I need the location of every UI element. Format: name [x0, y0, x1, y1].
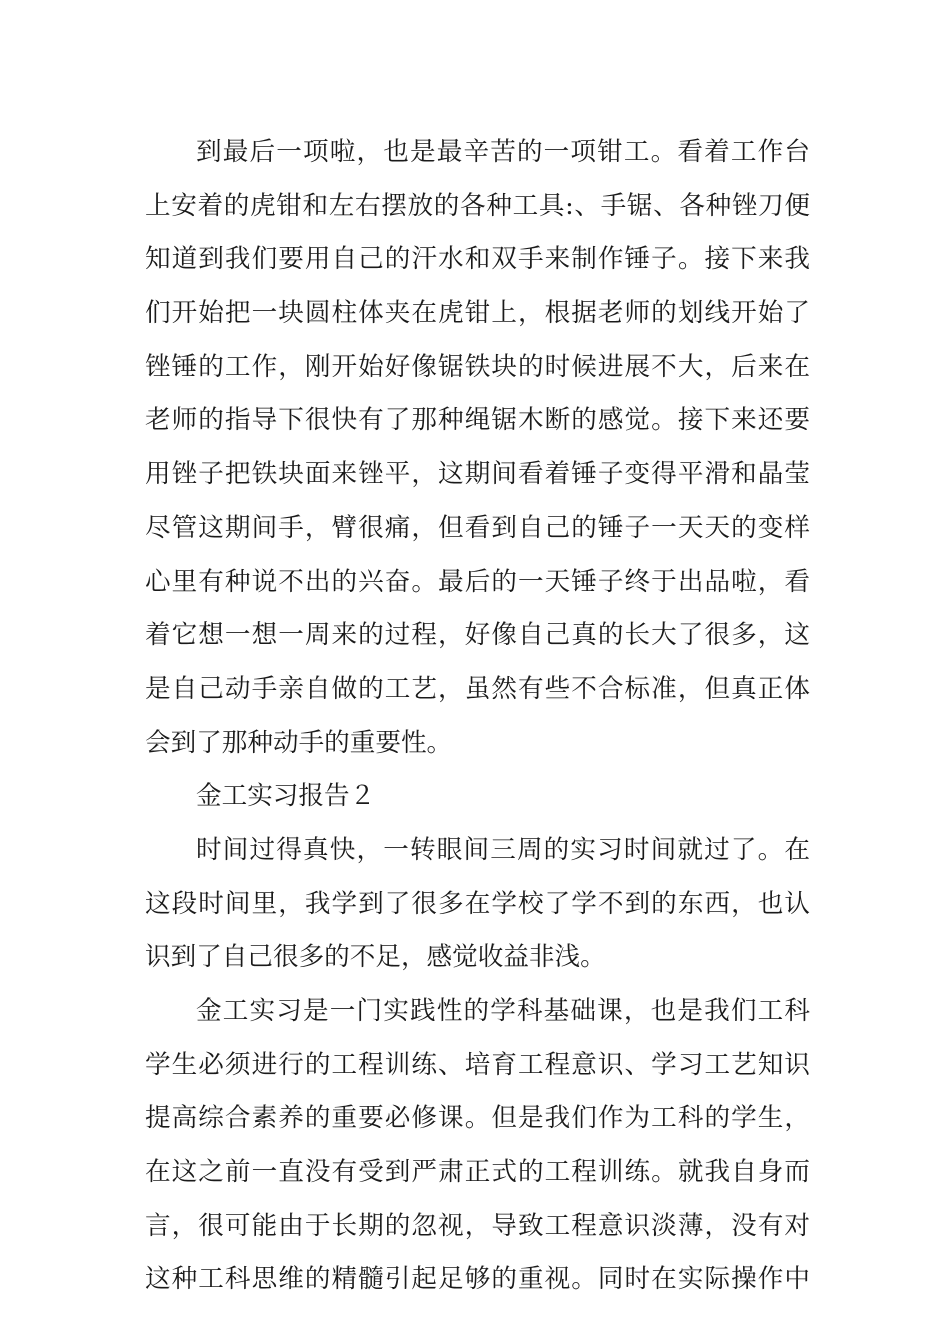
document-body	[145, 126, 810, 1307]
text-line: 上安着的虎钳和左右摆放的各种工具:、手锯、各种锉刀便	[145, 190, 810, 221]
text-line: 尽管这期间手，臂很痛，但看到自己的锤子一天天的变样	[145, 512, 810, 543]
text-line: 言，很可能由于长期的忽视，导致工程意识淡薄，没有对	[145, 1210, 810, 1241]
text-line: 锉锤的工作，刚开始好像锯铁块的时候进展不大，后来在	[145, 351, 810, 382]
text-line: 心里有种说不出的兴奋。最后的一天锤子终于出品啦，看	[145, 566, 810, 597]
text-line: 用锉子把铁块面来锉平，这期间看着锤子变得平滑和晶莹	[145, 459, 810, 490]
text-line: 着它想一想一周来的过程，好像自己真的长大了很多，这	[145, 620, 810, 651]
text-line: 这种工科思维的精髓引起足够的重视。同时在实际操作中	[145, 1264, 810, 1295]
text-line: 老师的指导下很快有了那种绳锯木断的感觉。接下来还要	[145, 405, 810, 436]
text-line: 提高综合素养的重要必修课。但是我们作为工科的学生，	[145, 1103, 810, 1134]
text-line: 金工实习是一门实践性的学科基础课，也是我们工科	[196, 996, 810, 1026]
text-line: 会到了那种动手的重要性。	[145, 727, 453, 758]
text-line: 时间过得真快，一转眼间三周的实习时间就过了。在	[196, 834, 810, 865]
text-line: 学生必须进行的工程训练、培育工程意识、学习工艺知识	[145, 1049, 810, 1080]
text-line: 金工实习报告２	[196, 781, 376, 812]
text-line: 在这之前一直没有受到严肃正式的工程训练。就我自身而	[145, 1157, 810, 1188]
text-line: 知道到我们要用自己的汗水和双手来制作锤子。接下来我	[145, 244, 810, 275]
text-line: 这段时间里，我学到了很多在学校了学不到的东西，也认	[145, 888, 810, 919]
text-line: 识到了自己很多的不足，感觉收益非浅。	[145, 942, 606, 973]
text-line: 是自己动手亲自做的工艺，虽然有些不合标准，但真正体	[145, 673, 810, 704]
text-line: 到最后一项啦，也是最辛苦的一项钳工。看着工作台	[196, 137, 810, 167]
text-line: 们开始把一块圆柱体夹在虎钳上，根据老师的划线开始了	[145, 298, 810, 329]
